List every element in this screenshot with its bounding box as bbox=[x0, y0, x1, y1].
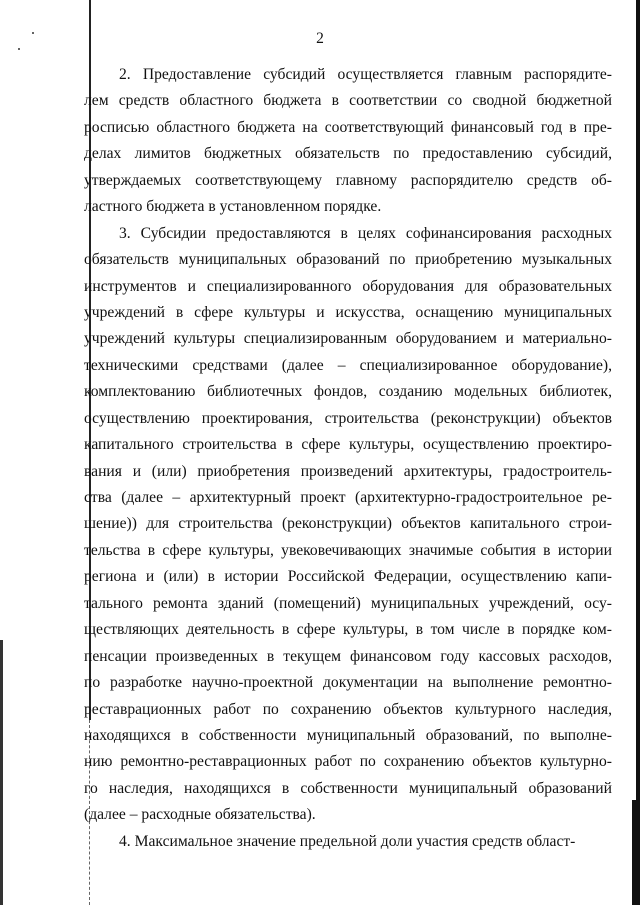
text-line: тельства в сфере культуры, увековечивающих значимые события в истории bbox=[84, 541, 612, 559]
text-line: лем средств областного бюджета в соответствии со сводной бюджетной bbox=[84, 92, 612, 110]
text-line: тального ремонта зданий (помещений) муниципальных учреждений, осу- bbox=[84, 594, 612, 612]
document-body bbox=[84, 62, 612, 855]
text-line: утверждаемых соответствующему главному распорядителю средств об- bbox=[84, 171, 612, 189]
scan-left-edge bbox=[0, 640, 3, 905]
text-line: техническими средствами (далее – специализированное оборудование), bbox=[84, 356, 612, 374]
text-line: обязательств муниципальных образований по приобретению музыкальных bbox=[84, 251, 612, 269]
paragraph bbox=[84, 829, 612, 855]
text-line: нию ремонтно-реставрационных работ по сохранению объектов культурно- bbox=[84, 753, 612, 771]
text-line: по разработке научно-проектной документации на выполнение ремонтно- bbox=[84, 674, 612, 692]
text-line: шение)) для строительства (реконструкции) объектов капитального строи- bbox=[84, 515, 612, 533]
text-line: находящихся в собственности муниципальный образований, по выполне- bbox=[84, 726, 612, 744]
text-line: ществляющих деятельность в сфере культуры, в том числе в порядке ком- bbox=[84, 621, 612, 639]
scan-speck bbox=[18, 48, 20, 50]
text-line: учреждений культуры специализированным оборудованием и материально- bbox=[84, 330, 612, 348]
paragraph bbox=[84, 221, 612, 829]
text-line: ства (далее – архитектурный проект (архитектурно-градостроительное ре- bbox=[84, 489, 612, 506]
text-line: 2. Предоставление субсидий осуществляется главным распорядите- bbox=[119, 66, 612, 83]
text-line: региона и (или) в истории Российской Федерации, осуществлению капи- bbox=[84, 568, 612, 586]
text-line: 3. Субсидии предоставляются в целях софинансирования расходных bbox=[119, 224, 612, 242]
paragraph bbox=[84, 62, 612, 221]
scan-right-edge-shadow bbox=[632, 800, 640, 905]
text-line: делах лимитов бюджетных обязательств по предоставлению субсидий, bbox=[84, 145, 612, 163]
text-line: вания и (или) приобретения произведений архитектуры, градостроитель- bbox=[84, 462, 612, 480]
text-line: реставрационных работ по сохранению объектов культурного наследия, bbox=[84, 700, 612, 718]
text-line: осуществлению проектирования, строительства (реконструкции) объектов bbox=[84, 409, 612, 427]
text-line: 4. Максимальное значение предельной доли участия средств област- bbox=[119, 832, 576, 850]
text-line: (далее – расходные обязательства). bbox=[84, 806, 316, 824]
text-line: учреждений в сфере культуры и искусства, оснащению муниципальных bbox=[84, 303, 612, 321]
text-line: комплектованию библиотечных фондов, созданию модельных библиотек, bbox=[84, 383, 612, 401]
text-line: ластного бюджета в установленном порядке. bbox=[84, 198, 382, 216]
page-number: 2 bbox=[316, 30, 324, 47]
text-line: пенсации произведенных в текущем финансовом году кассовых расходов, bbox=[84, 647, 612, 665]
text-line: го наследия, находящихся в собственности муниципальный образований bbox=[84, 779, 612, 797]
text-line: инструментов и специализированного оборудования для образовательных bbox=[84, 277, 612, 295]
scan-right-edge bbox=[636, 0, 640, 905]
text-line: росписью областного бюджета на соответствующий финансовый год в пре- bbox=[84, 118, 612, 136]
text-line: капитального строительства в сфере культуры, осуществлению проектиро- bbox=[84, 436, 612, 454]
